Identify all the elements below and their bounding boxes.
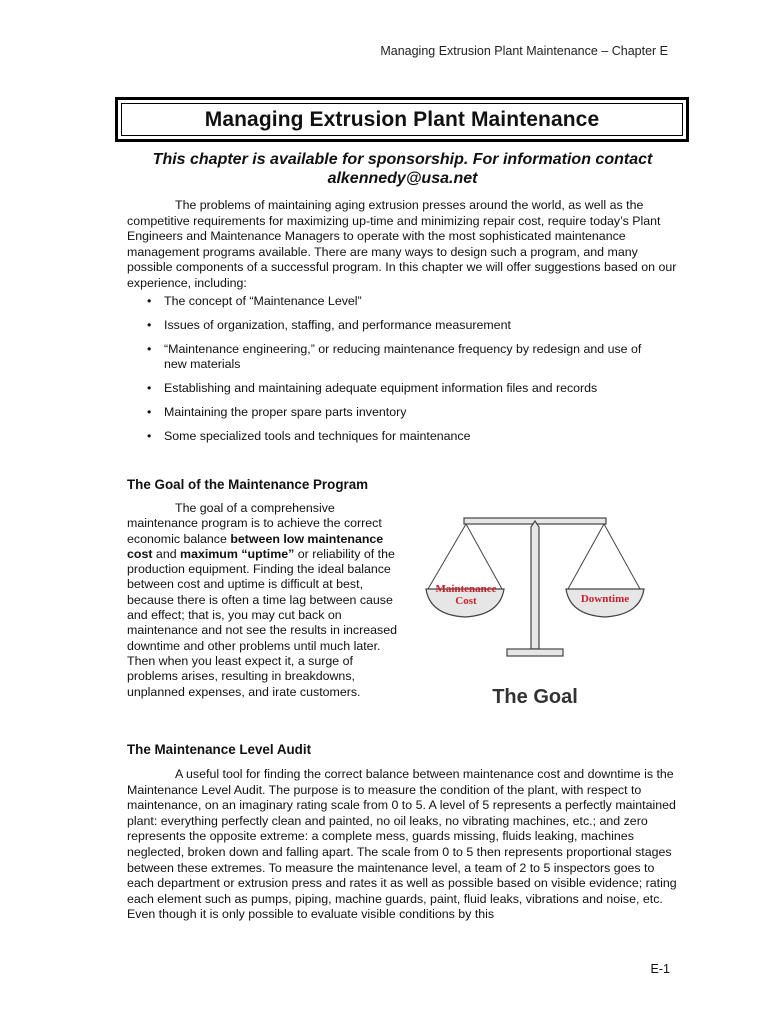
list-item bbox=[144, 342, 664, 372]
goal-text-part: and bbox=[152, 546, 181, 561]
chapter-title-box bbox=[115, 97, 689, 142]
bullet-icon: • bbox=[147, 429, 152, 443]
left-pan-label-line1: Maintenance bbox=[435, 583, 497, 595]
sponsorship-email: alkennedy@usa.net bbox=[327, 170, 478, 187]
list-item bbox=[144, 294, 664, 309]
right-pan-string bbox=[604, 524, 640, 589]
list-item bbox=[144, 405, 664, 420]
goal-emphasis-low-cost: between low maintenance cost bbox=[127, 531, 384, 561]
goal-text-part: or reliability of the production equipment. Finding the ideal balance between cost and uptime is difficult at best, because there is often a time lag between cause and effect; that is, you may cut back on maintenance and not see the results in increased downtime and other problems until much later. Then when you least expect it, a surge of problems arises, resulting in breakdowns, unplanned expenses, and irate customers. bbox=[127, 546, 398, 699]
list-item bbox=[144, 381, 664, 396]
chapter-title: Managing Extrusion Plant Maintenance bbox=[204, 107, 600, 131]
left-pan-string bbox=[428, 524, 466, 589]
right-pan-string bbox=[568, 524, 604, 589]
list-item-text: The concept of “Maintenance Level” bbox=[164, 294, 362, 308]
left-pan-label-line2: Cost bbox=[455, 595, 477, 607]
list-item-text: Some specialized tools and techniques for maintenance bbox=[164, 429, 471, 443]
list-item bbox=[144, 429, 664, 444]
bullet-icon: • bbox=[147, 342, 152, 356]
list-item-text: Issues of organization, staffing, and performance measurement bbox=[164, 318, 511, 332]
left-pan-string bbox=[466, 524, 502, 589]
bullet-icon: • bbox=[147, 318, 152, 332]
list-item-text: “Maintenance engineering,” or reducing maintenance frequency by redesign and use of new materials bbox=[164, 342, 642, 371]
scale-base bbox=[507, 649, 563, 656]
audit-section-heading: The Maintenance Level Audit bbox=[127, 742, 312, 757]
audit-paragraph: A useful tool for finding the correct balance between maintenance cost and downtime is the Maintenance Level Audit. The purpose is to measure the condition of the plant, with respect to maintenance, on an imaginary rating scale from 0 to 5. A level of 5 represents a perfectly maintained plant: everything perfectly clean and painted, no oil leaks, no vibrating machines, etc.; and zero represents the opposite extreme: a complete mess, guards missing, fluids leaking, machines neglected, broken down and falling apart. The scale from 0 to 5 then represents proportional stages between these extremes. To measure the maintenance level, a team of 2 to 5 inspectors goes to each department or extrusion press and rates it as well as possible based on visible evidence; rating each element such as pumps, piping, machine guards, paint, fluid leaks, vibrations and noise, etc. Even though it is only possible to evaluate visible conditions by this bbox=[127, 767, 677, 922]
intro-paragraph: The problems of maintaining aging extrusion presses around the world, as well as the competitive requirements for maximizing up-time and minimizing repair cost, require today’s Plant Engineers and Maintenance Managers to operate with the most sophisticated maintenance management programs available. There are many ways to design such a program, and many possible components of a successful program. In this chapter we will offer suggestions based on our experience, including: bbox=[127, 198, 677, 290]
audit-section-body bbox=[127, 767, 682, 923]
goal-text-part: The goal of a comprehensive maintenance program is to achieve the correct economic balance bbox=[127, 501, 382, 546]
list-item bbox=[144, 318, 664, 333]
intro-section bbox=[127, 198, 682, 292]
list-item-text: Establishing and maintaining adequate equipment information files and records bbox=[164, 381, 598, 395]
goal-section-heading: The Goal of the Maintenance Program bbox=[127, 477, 369, 492]
right-pan-label: Downtime bbox=[580, 593, 630, 605]
sponsorship-line: This chapter is available for sponsorship. For information contact bbox=[152, 151, 653, 168]
figure-caption: The Goal bbox=[492, 686, 578, 708]
bullet-icon: • bbox=[147, 381, 152, 395]
page-number: E-1 bbox=[650, 962, 670, 976]
bullet-icon: • bbox=[147, 294, 152, 308]
sponsorship-notice bbox=[100, 150, 705, 188]
goal-emphasis-uptime: maximum “uptime” bbox=[180, 546, 295, 561]
running-header: Managing Extrusion Plant Maintenance – Chapter E bbox=[380, 44, 668, 58]
goal-section-body bbox=[127, 501, 397, 700]
goal-paragraph bbox=[127, 501, 397, 700]
scale-post bbox=[531, 521, 539, 649]
topics-list bbox=[144, 294, 664, 453]
list-item-text: Maintaining the proper spare parts inventory bbox=[164, 405, 407, 419]
bullet-icon: • bbox=[147, 405, 152, 419]
balance-scale-figure bbox=[420, 515, 630, 715]
